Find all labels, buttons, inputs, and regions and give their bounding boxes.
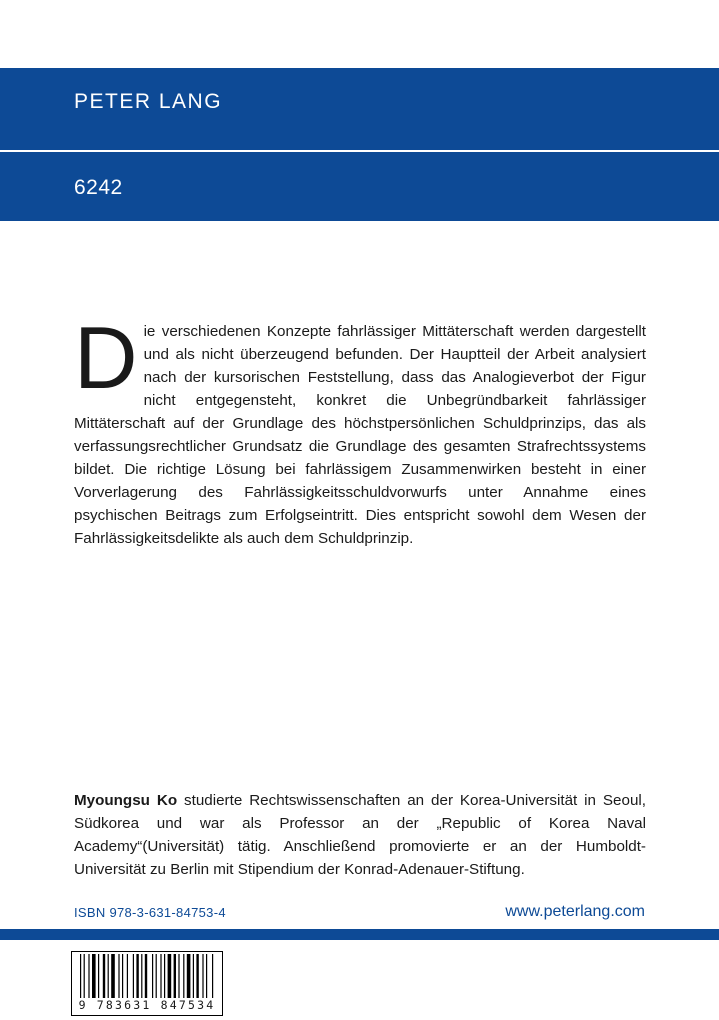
barcode-bar xyxy=(187,954,191,998)
barcode-bar xyxy=(127,954,128,998)
barcode-bar xyxy=(152,954,153,998)
barcode-bar xyxy=(118,954,119,998)
header-divider xyxy=(0,150,719,152)
drop-cap: D xyxy=(74,308,138,407)
barcode-bar xyxy=(193,954,194,998)
abstract-text xyxy=(74,308,646,550)
series-number: 6242 xyxy=(74,176,123,199)
barcode-bar xyxy=(88,954,89,998)
barcode-bar xyxy=(122,954,123,998)
barcode-bar xyxy=(183,954,184,998)
barcode-bar xyxy=(160,954,161,998)
author-bio xyxy=(74,789,646,881)
barcode xyxy=(71,951,223,1016)
barcode-bar xyxy=(196,954,198,998)
barcode-bar xyxy=(168,954,172,998)
author-name: Myoungsu Ko xyxy=(74,792,178,809)
publisher-name: PETER LANG xyxy=(74,90,223,113)
barcode-bar xyxy=(103,954,105,998)
barcode-bar xyxy=(92,954,96,998)
barcode-bars xyxy=(72,952,222,1000)
barcode-bar xyxy=(145,954,147,998)
barcode-bar xyxy=(108,954,109,998)
barcode-bar xyxy=(212,954,213,998)
barcode-bar xyxy=(178,954,179,998)
barcode-bar xyxy=(133,954,134,998)
barcode-digits: 9 783631 847534 xyxy=(72,998,222,1012)
author-bio-text: studierte Rechtswissenschaften an der Korea-Universität in Seoul, Südkorea und war als Professor an der „Republic of Korea Naval Academy“(Universität) tätig. Anschließend promovierte er an der Humboldt-Universität zu Berlin mit Stipendium der Konrad-Adenauer-Stiftung. xyxy=(74,792,646,878)
barcode-bar xyxy=(136,954,138,998)
barcode-bar xyxy=(206,954,207,998)
footer-band xyxy=(0,929,719,940)
barcode-bar xyxy=(174,954,176,998)
barcode-bar xyxy=(156,954,157,998)
website-link[interactable]: www.peterlang.com xyxy=(505,903,645,920)
isbn: ISBN 978-3-631-84753-4 xyxy=(74,905,226,920)
barcode-bar xyxy=(111,954,115,998)
barcode-bar xyxy=(141,954,142,998)
barcode-bar xyxy=(84,954,85,998)
barcode-bar xyxy=(80,954,81,998)
abstract-body: ie verschiedenen Konzepte fahrlässiger Mittäterschaft werden dargestellt und als nicht überzeugend befunden. Der Hauptteil der Arbeit analysiert nach der kursorischen Feststellung, dass das Analogieverbot der Figur nicht entgegensteht, konkret die Unbegründbarkeit fahrlässiger Mittäterschaft auf der Grundlage des höchstpersönlichen Schuldprinzips, das als verfassungsrechtlicher Grundsatz die Grundlage des gesamten Strafrechtssystems bildet. Die richtige Lösung bei fahrlässigem Zusammenwirken besteht in einer Vorverlagerung des Fahrlässigkeitsschuldvorwurfs unter Annahme eines psychischen Beitrags zum Erfolgseintritt. Dies entspricht sowohl dem Wesen der Fahrlässigkeitsdelikte als auch dem Schuldprinzip. xyxy=(74,323,646,547)
barcode-bar xyxy=(202,954,203,998)
barcode-bar xyxy=(98,954,99,998)
barcode-bar xyxy=(164,954,165,998)
